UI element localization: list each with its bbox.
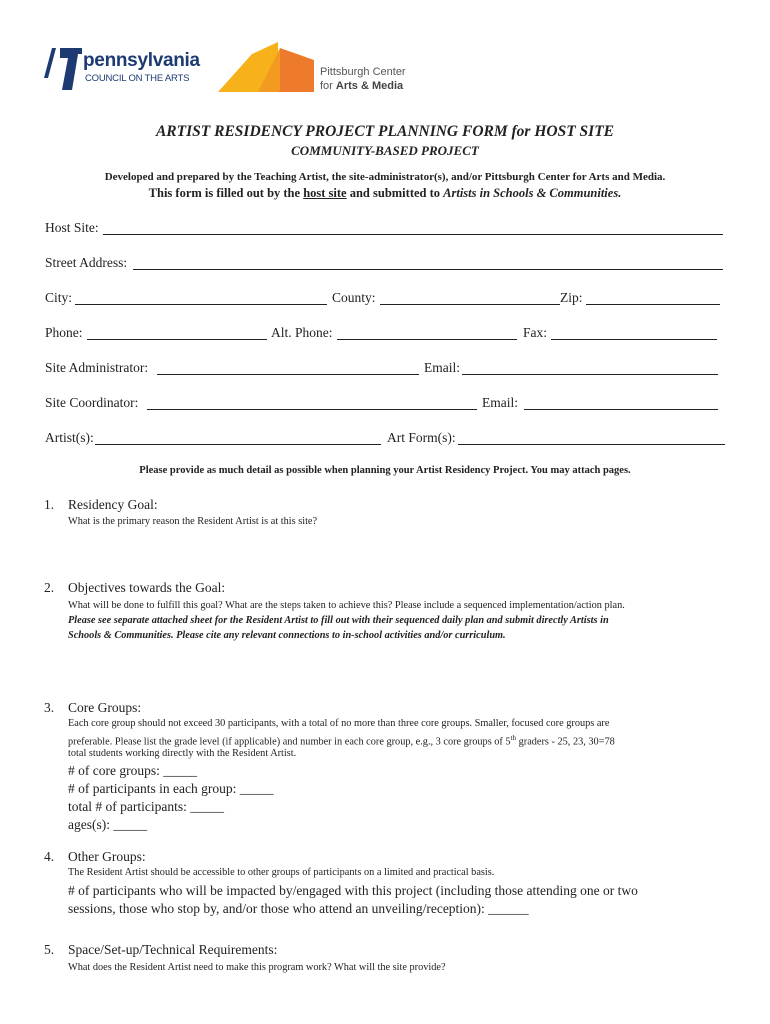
section-4-title bbox=[44, 849, 146, 865]
zip-label: Zip: bbox=[560, 290, 583, 305]
section-1-num: 1. bbox=[44, 497, 55, 512]
section-3-desc1: Each core group should not exceed 30 participants, with a total of no more than three core groups. Smaller, focused core groups are bbox=[68, 718, 610, 729]
section-2-label: Objectives towards the Goal: bbox=[68, 580, 226, 595]
fax-field[interactable] bbox=[551, 339, 717, 340]
row-artists bbox=[45, 430, 725, 448]
section-5-num: 5. bbox=[44, 942, 55, 957]
section-1-title bbox=[44, 497, 158, 513]
section-1-answer-area[interactable] bbox=[68, 532, 728, 576]
artists-field[interactable] bbox=[95, 444, 381, 445]
section-1-label: Residency Goal: bbox=[68, 497, 158, 512]
detail-note: Please provide as much detail as possible when planning your Artist Residency Project. You may attach pages. bbox=[139, 465, 631, 476]
section-4-num: 4. bbox=[44, 849, 55, 864]
core-groups-count[interactable]: # of core groups: _____ bbox=[68, 763, 197, 778]
phone-field[interactable] bbox=[87, 339, 267, 340]
pa-council-logo-mark bbox=[44, 44, 84, 90]
section-3-desc2-sup: th bbox=[510, 734, 517, 742]
host-site-field[interactable] bbox=[103, 234, 723, 235]
section-4-question-line1: # of participants who will be impacted by/engaged with this project (including those attending one or two bbox=[68, 883, 638, 898]
county-label: County: bbox=[332, 290, 376, 305]
row-city bbox=[45, 290, 725, 308]
art-forms-label: Art Form(s): bbox=[387, 430, 456, 445]
host-site-label: Host Site: bbox=[45, 220, 99, 235]
row-phone bbox=[45, 325, 725, 343]
section-5-desc: What does the Resident Artist need to make this program work? What will the site provide? bbox=[68, 962, 446, 973]
email1-label: Email: bbox=[424, 360, 460, 375]
fax-label: Fax: bbox=[523, 325, 548, 340]
filled-mid: and submitted to bbox=[346, 186, 444, 200]
section-2-title bbox=[44, 580, 225, 596]
pa-logo-sub: COUNCIL ON THE ARTS bbox=[85, 73, 190, 84]
developed-note: Developed and prepared by the Teaching Artist, the site-administrator(s), and/or Pittsburgh Center for Arts and Media. bbox=[104, 171, 666, 183]
section-3-label: Core Groups: bbox=[68, 700, 142, 715]
site-admin-email-field[interactable] bbox=[462, 374, 718, 375]
zip-field[interactable] bbox=[586, 304, 720, 305]
section-3-num: 3. bbox=[44, 700, 55, 715]
filled-ais: Artists in Schools & Communities. bbox=[443, 186, 622, 200]
alt-phone-label: Alt. Phone: bbox=[271, 325, 333, 340]
art-forms-field[interactable] bbox=[458, 444, 725, 445]
section-3-desc2-b: graders - 25, 23, 30=78 bbox=[516, 736, 615, 748]
row-host-site bbox=[45, 220, 725, 238]
city-field[interactable] bbox=[75, 304, 327, 305]
row-site-admin bbox=[45, 360, 725, 378]
filled-instruction bbox=[0, 186, 770, 201]
total-participants[interactable]: total # of participants: _____ bbox=[68, 799, 224, 814]
section-5-answer-area[interactable] bbox=[68, 978, 728, 1018]
participants-each-group[interactable]: # of participants in each group: _____ bbox=[68, 781, 274, 796]
pgh-logo-arts-media: Arts & Media bbox=[335, 80, 404, 92]
alt-phone-field[interactable] bbox=[337, 339, 517, 340]
section-2-answer-area[interactable] bbox=[68, 646, 728, 694]
form-subtitle: COMMUNITY-BASED PROJECT bbox=[291, 143, 479, 158]
site-coord-label: Site Coordinator: bbox=[45, 395, 139, 410]
section-3-desc3: total students working directly with the Resident Artist. bbox=[68, 748, 297, 759]
site-admin-label: Site Administrator: bbox=[45, 360, 149, 375]
city-label: City: bbox=[45, 290, 73, 305]
pgh-logo-line2 bbox=[320, 80, 403, 92]
site-admin-field[interactable] bbox=[157, 374, 419, 375]
pgh-center-logo-mark bbox=[218, 42, 318, 92]
section-2-num: 2. bbox=[44, 580, 55, 595]
email2-label: Email: bbox=[482, 395, 518, 410]
ages[interactable]: ages(s): _____ bbox=[68, 817, 148, 832]
row-street bbox=[45, 255, 725, 273]
section-5-label: Space/Set-up/Technical Requirements: bbox=[68, 942, 278, 957]
pgh-logo-line1: Pittsburgh Center bbox=[320, 66, 406, 78]
section-2-bold-line2: Schools & Communities. Please cite any relevant connections to in-school activities and/or curriculum. bbox=[68, 630, 506, 641]
section-4-question-line2[interactable]: sessions, those who stop by, and/or those who attend an unveiling/reception): ______ bbox=[68, 901, 529, 916]
section-2-desc: What will be done to fulfill this goal? What are the steps taken to achieve this? Please include a sequenced implementation/action plan. bbox=[68, 600, 625, 611]
site-coord-email-field[interactable] bbox=[524, 409, 718, 410]
section-3-title bbox=[44, 700, 141, 716]
artists-label: Artist(s): bbox=[45, 430, 94, 445]
section-2-bold-line1: Please see separate attached sheet for the Resident Artist to fill out with their sequenced daily plan and submit directly Artists in bbox=[68, 615, 609, 626]
street-address-field[interactable] bbox=[133, 269, 723, 270]
header-logos bbox=[40, 42, 740, 96]
section-4-desc: The Resident Artist should be accessible to other groups of participants on a limited and practical basis. bbox=[68, 867, 495, 878]
row-site-coord bbox=[45, 395, 725, 413]
filled-pre: This form is filled out by the bbox=[148, 186, 304, 200]
phone-label: Phone: bbox=[45, 325, 83, 340]
street-label: Street Address: bbox=[45, 255, 128, 270]
filled-host-site: host site bbox=[303, 186, 347, 200]
section-5-title bbox=[44, 942, 277, 958]
section-3-desc2-a: preferable. Please list the grade level (if applicable) and number in each core group, e.g., 3 core groups of 5 bbox=[68, 736, 511, 748]
site-coord-field[interactable] bbox=[147, 409, 477, 410]
section-4-label: Other Groups: bbox=[68, 849, 146, 864]
pa-logo-name: pennsylvania bbox=[83, 50, 200, 71]
section-1-desc: What is the primary reason the Resident Artist is at this site? bbox=[68, 516, 318, 527]
pgh-logo-for: for bbox=[320, 80, 333, 92]
form-title: ARTIST RESIDENCY PROJECT PLANNING FORM for HOST SITE bbox=[155, 123, 615, 140]
county-field[interactable] bbox=[380, 304, 560, 305]
